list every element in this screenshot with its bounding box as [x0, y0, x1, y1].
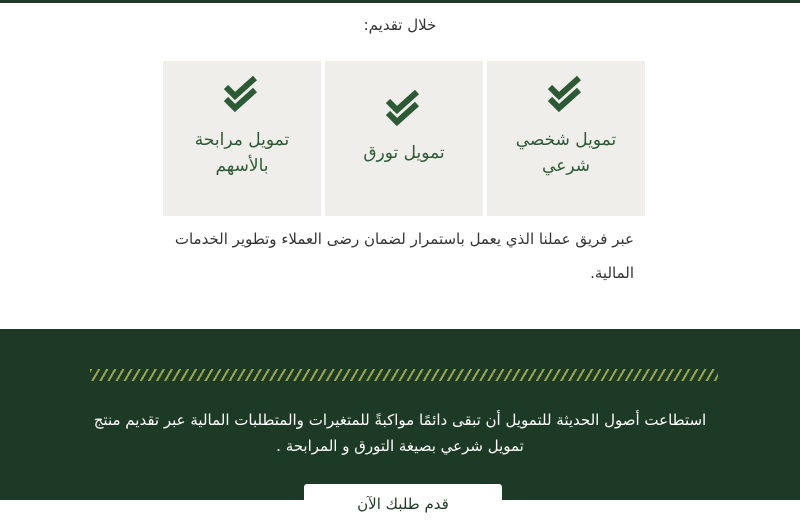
intro-text: خلال تقديم:: [363, 16, 437, 34]
feature-card-label: تمويل شخصي شرعي: [515, 130, 617, 176]
feature-card-label: تمويل مرابحة بالأسهم: [194, 130, 290, 176]
top-accent-bar: [0, 0, 800, 3]
feature-card-murabaha-shares: [163, 61, 321, 216]
features-cards: [163, 61, 645, 216]
decorative-stripe: [90, 369, 718, 381]
banner-section: [0, 329, 800, 513]
feature-card-personal-finance: [487, 61, 645, 216]
banner-text: استطاعت أصول الحديثة للتمويل أن تبقى دائمًا مواكبةً للمتغيرات والمتطلبات المالية عبر تقديم منتج تمويل شرعي بصيغة التورق و المرابحة .: [93, 411, 707, 455]
apply-now-button[interactable]: قدم طلبك الآن: [304, 484, 502, 524]
double-check-icon: [384, 89, 424, 129]
double-check-icon: [546, 75, 586, 115]
description-text: عبر فريق عملنا الذي يعمل باستمرار لضمان رضى العملاء وتطوير الخدمات المالية.: [174, 230, 634, 282]
double-check-icon: [222, 75, 262, 115]
feature-card-label: تمويل تورق: [363, 143, 445, 163]
feature-card-tawarruq: [325, 61, 483, 216]
